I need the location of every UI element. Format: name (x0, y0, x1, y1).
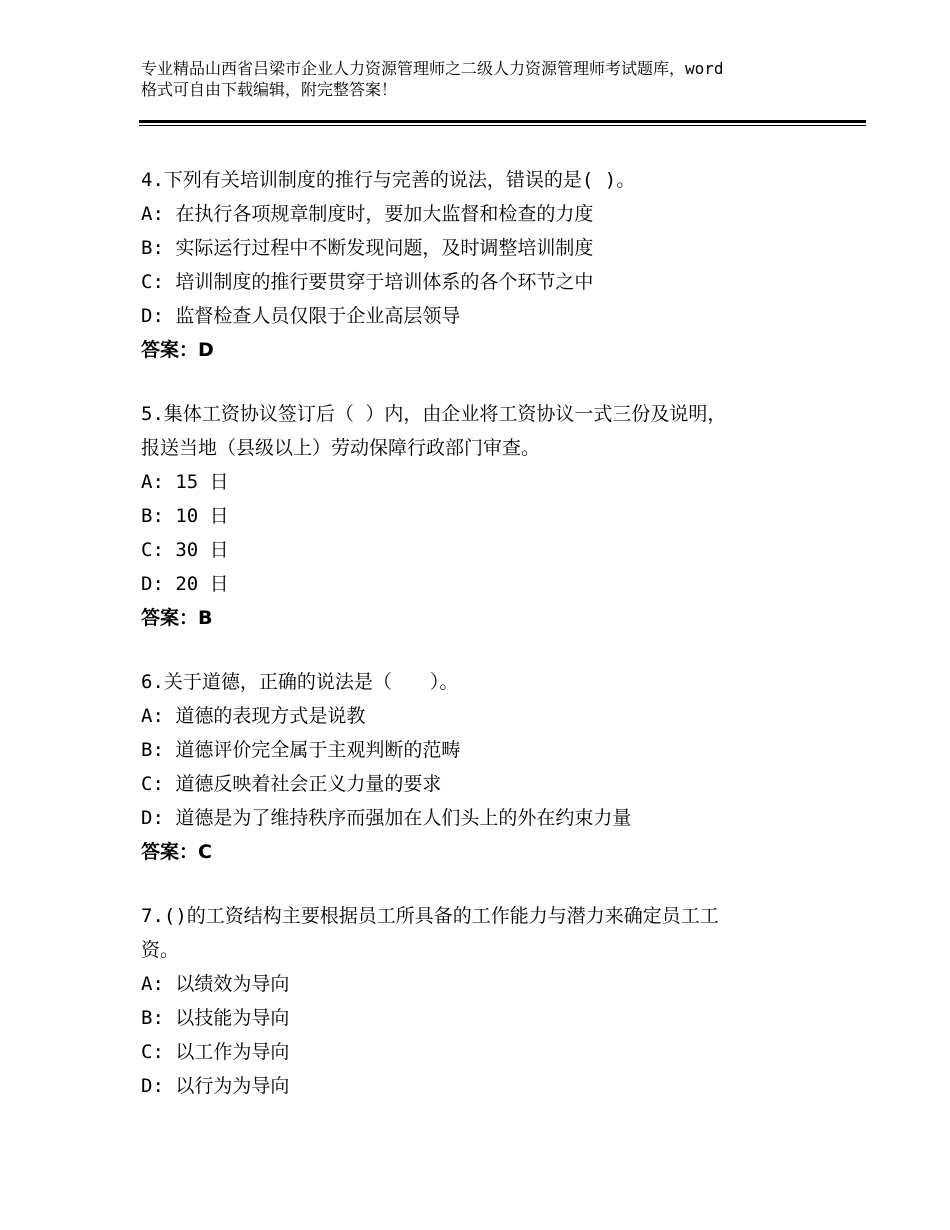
option-d: D: 道德是为了维持秩序而强加在人们头上的外在约束力量 (141, 807, 632, 829)
option-b: B: 实际运行过程中不断发现问题，及时调整培训制度 (141, 237, 594, 259)
option-b: B: 10 日 (141, 505, 229, 527)
header-line-1: 专业精品山西省吕梁市企业人力资源管理师之二级人力资源管理师考试题库，word (141, 59, 724, 78)
option-c: C: 30 日 (141, 539, 229, 561)
option-b: B: 道德评价完全属于主观判断的范畴 (141, 739, 461, 761)
option-c: C: 培训制度的推行要贯穿于培训体系的各个环节之中 (141, 271, 594, 293)
question-text-continued: 资。 (141, 939, 180, 961)
option-c: C: 道德反映着社会正义力量的要求 (141, 773, 442, 795)
option-a: A: 15 日 (141, 471, 229, 493)
question-text: 5.集体工资协议签订后（ ）内，由企业将工资协议一式三份及说明， (141, 403, 727, 425)
answer: 答案：B (141, 607, 213, 629)
question-7 (141, 899, 821, 1103)
option-a: A: 以绩效为导向 (141, 973, 290, 995)
header-divider-thin (139, 125, 866, 126)
option-c: C: 以工作为导向 (141, 1041, 290, 1063)
question-text-continued: 报送当地（县级以上）劳动保障行政部门审查。 (141, 437, 541, 459)
question-5 (141, 397, 821, 635)
question-text: 4.下列有关培训制度的推行与完善的说法，错误的是( )。 (141, 169, 636, 191)
question-text: 6.关于道德，正确的说法是（ ）。 (141, 671, 459, 693)
option-d: D: 20 日 (141, 573, 229, 595)
header-divider-thick (139, 120, 866, 123)
option-a: A: 在执行各项规章制度时，要加大监督和检查的力度 (141, 203, 594, 225)
option-d: D: 监督检查人员仅限于企业高层领导 (141, 305, 461, 327)
question-4 (141, 163, 821, 367)
document-header (141, 58, 831, 100)
header-line-2: 格式可自由下载编辑，附完整答案！ (141, 80, 398, 99)
question-6 (141, 665, 821, 869)
question-text: 7.()的工资结构主要根据员工所具备的工作能力与潜力来确定员工工 (141, 905, 719, 927)
answer: 答案：C (141, 841, 212, 863)
answer: 答案：D (141, 339, 214, 361)
option-a: A: 道德的表现方式是说教 (141, 705, 366, 727)
option-b: B: 以技能为导向 (141, 1007, 290, 1029)
question-list (141, 163, 821, 1133)
option-d: D: 以行为为导向 (141, 1075, 290, 1097)
